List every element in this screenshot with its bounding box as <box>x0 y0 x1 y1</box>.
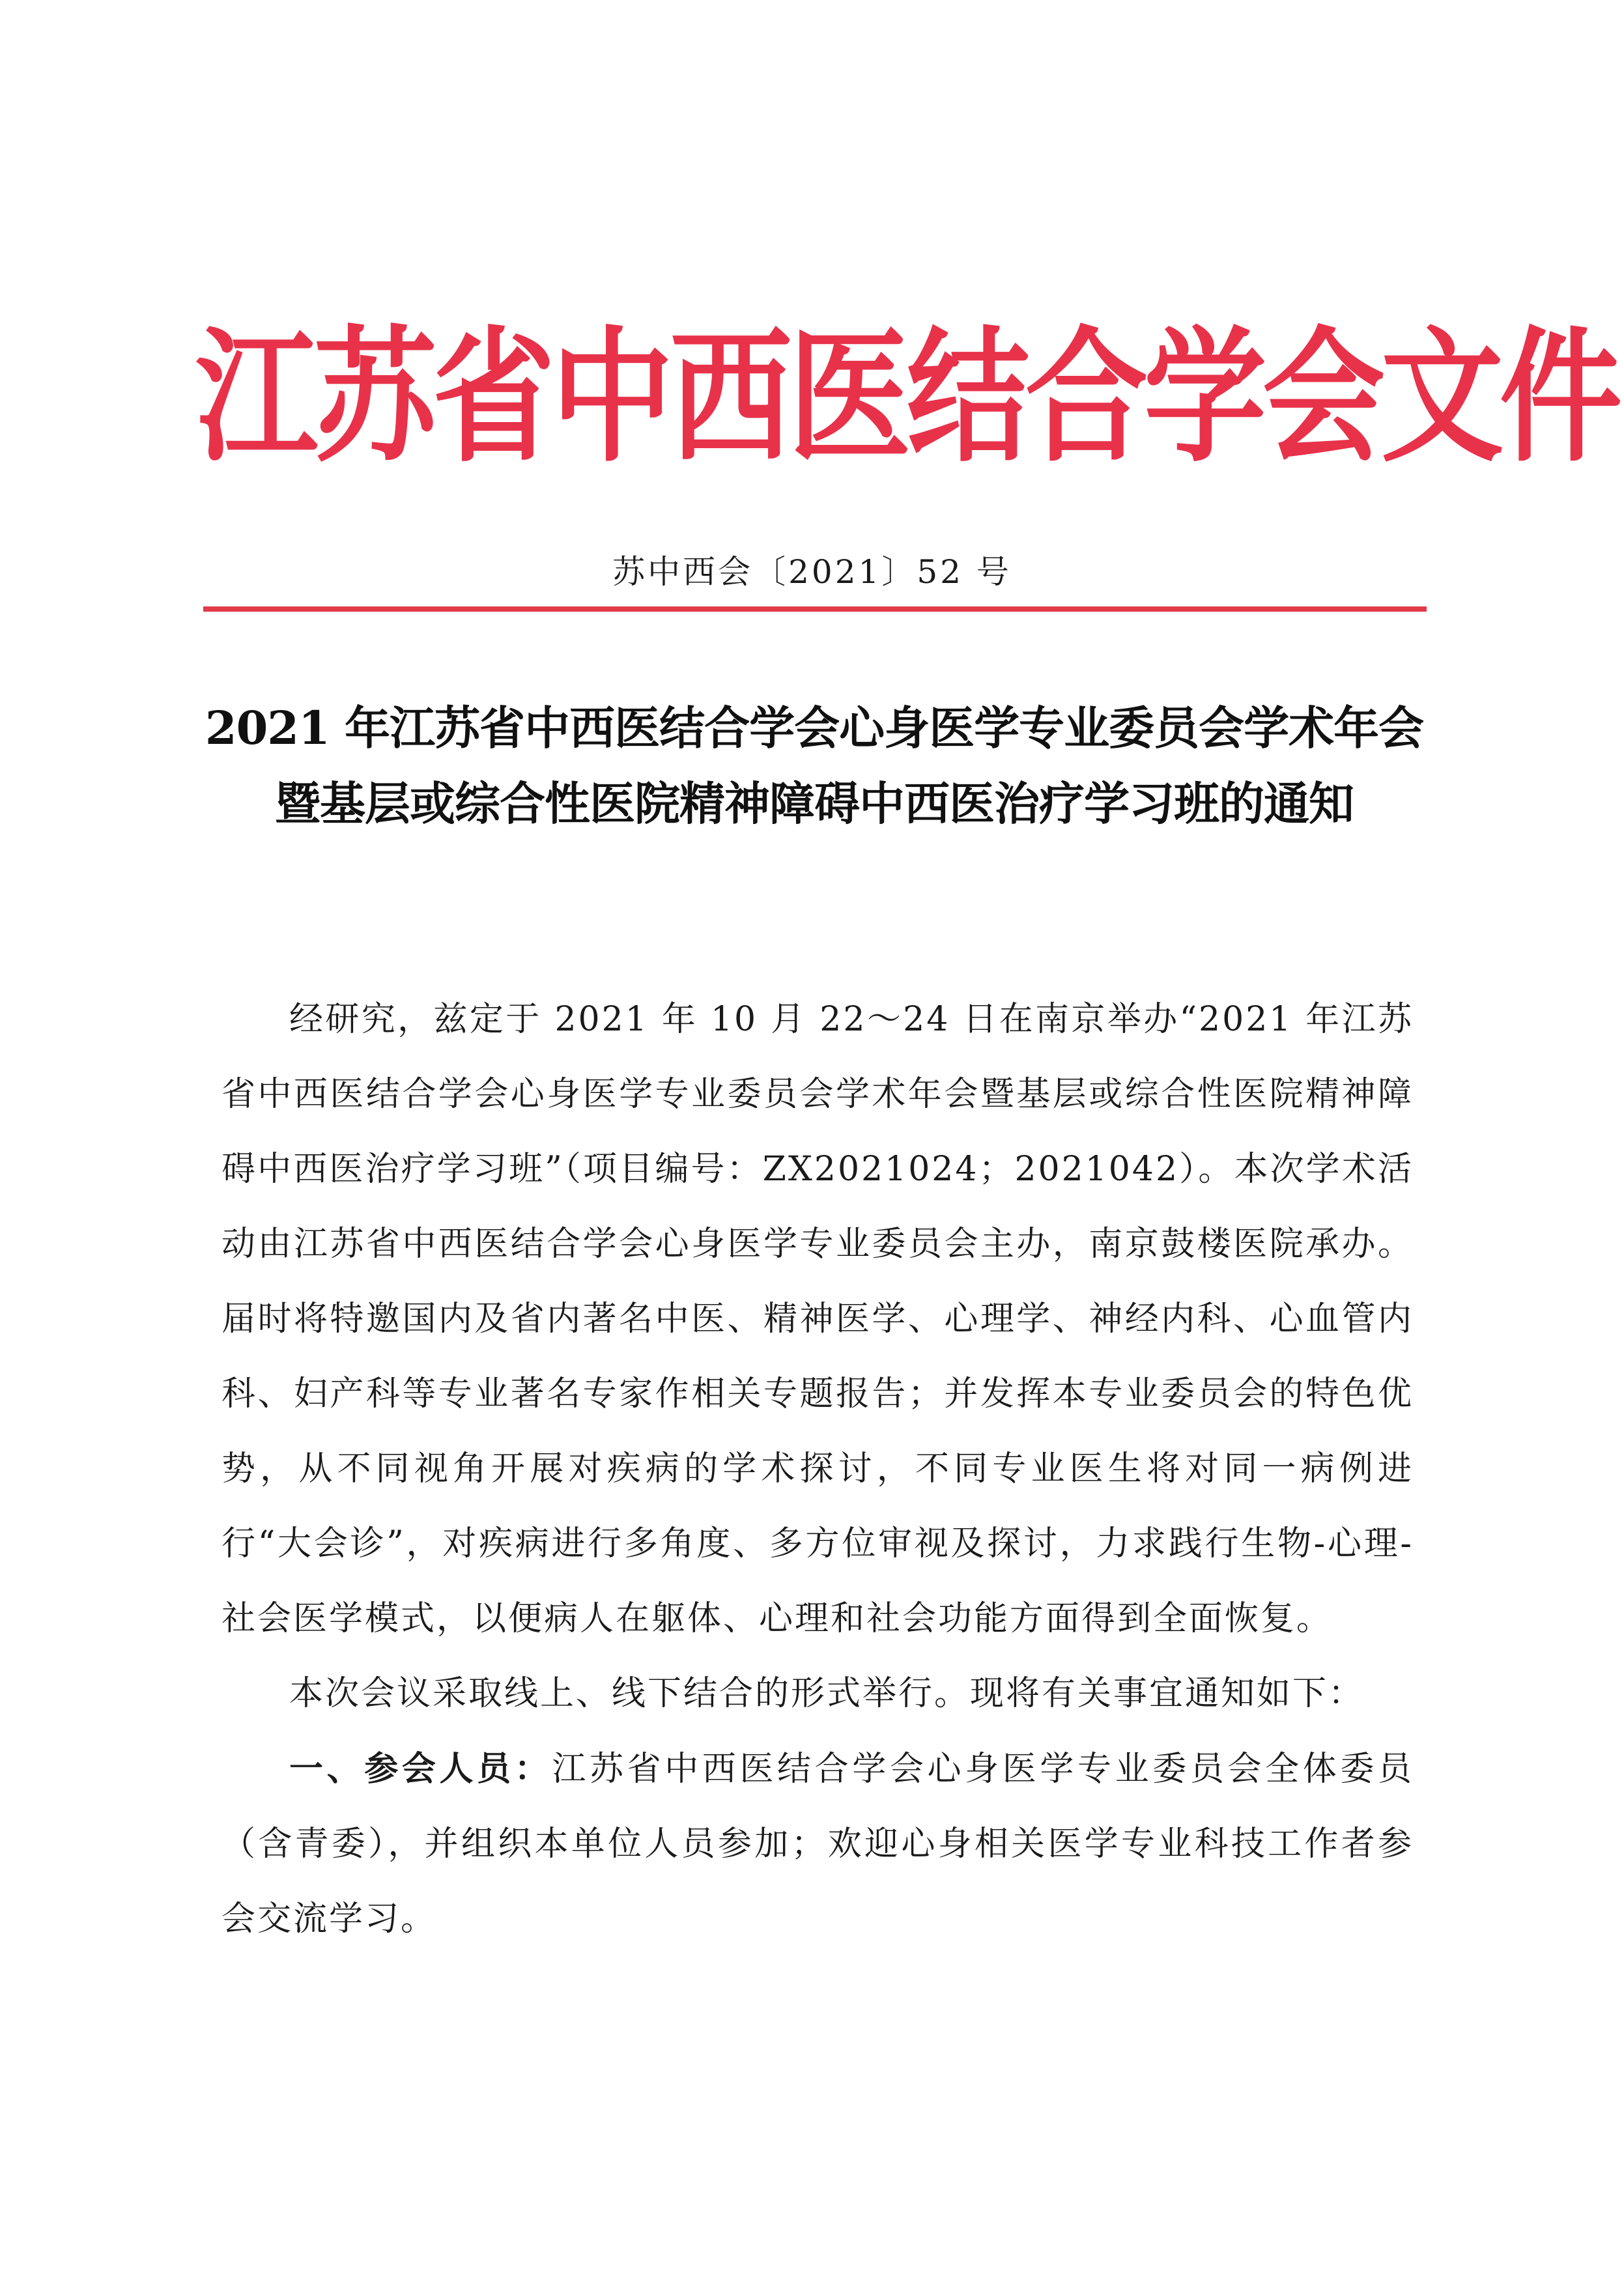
body-section-1 <box>221 1731 1414 1957</box>
body-paragraph-2: 本次会议采取线上、线下结合的形式举行。现将有关事宜通知如下： <box>289 1674 1365 1713</box>
notice-title-line-1: 2021 年江苏省中西医结合学会心身医学专业委员会学术年会 <box>205 701 1424 755</box>
section-1-text: 江苏省中西医结合学会心身医学专业委员会全体委员（含青委），并组织本单位人员参加；欢迎心身相关医学专业科技工作者参会交流学习。 <box>221 1750 1414 1939</box>
red-divider-line <box>203 606 1427 612</box>
organization-header-title: 江苏省中西医结合学会文件 <box>195 312 1618 482</box>
section-1-heading: 一、参会人员： <box>289 1749 552 1789</box>
notice-title <box>195 690 1433 842</box>
body-paragraph-1: 经研究，兹定于 2021 年 10 月 22～24 日在南京举办“2021 年江苏省中西医结合学会心身医学专业委员会学术年会暨基层或综合性医院精神障碍中西医治疗学习班”（项目编号：ZX2021024；2021042）。本次学术活动由江苏省中西医结合学会心身医学专业委员会主办，南京鼓楼医院承办。届时将特邀国内及省内著名中医、精神医学、心理学、神经内科、心血管内科、妇产科等专业著名专家作相关专题报告；并发挥本专业委员会的特色优势，从不同视角开展对疾病的学术探讨，不同专业医生将对同一病例进行“大会诊”，对疾病进行多角度、多方位审视及探讨，力求践行生物-心理-社会医学模式，以便病人在躯体、心理和社会功能方面得到全面恢复。 <box>221 1000 1414 1638</box>
notice-body <box>221 982 1414 1957</box>
document-number: 苏中西会〔2021〕52 号 <box>612 553 1012 591</box>
notice-title-line-2: 暨基层或综合性医院精神障碍中西医治疗学习班的通知 <box>275 776 1354 831</box>
